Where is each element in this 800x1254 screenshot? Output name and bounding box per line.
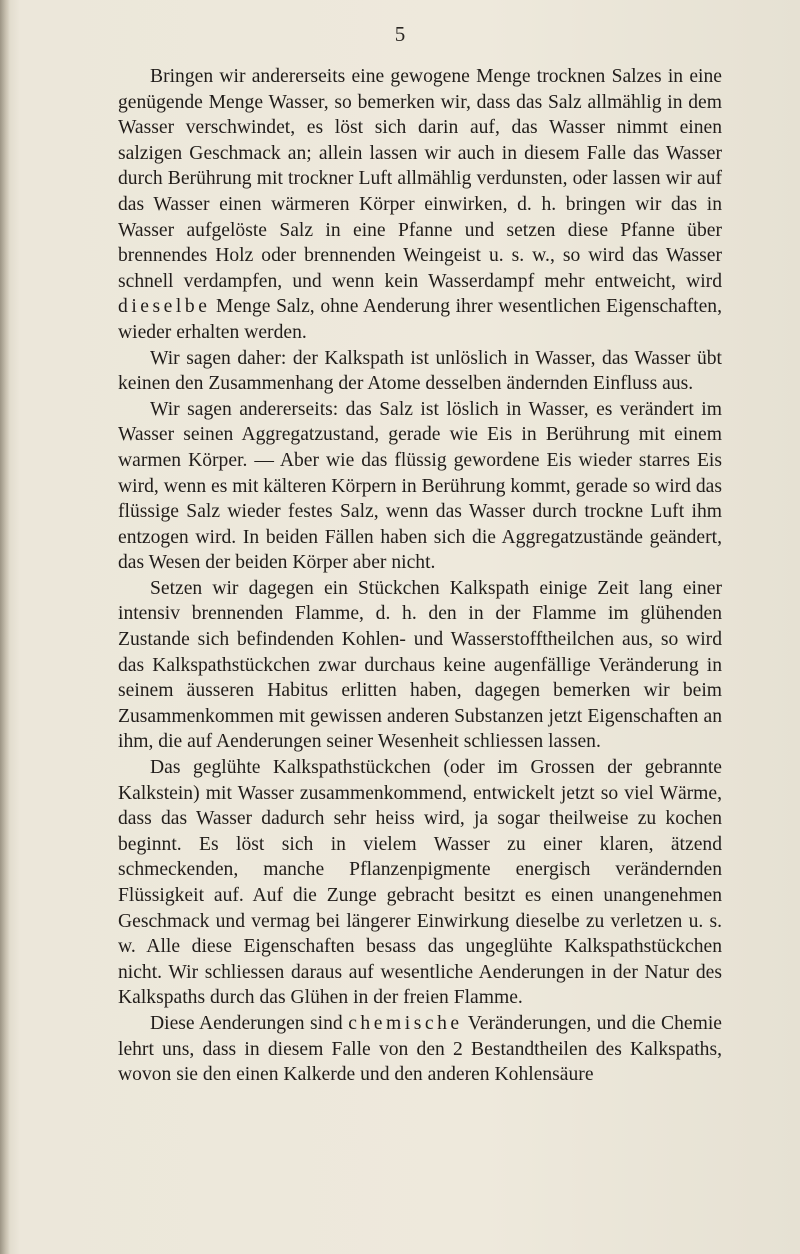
paragraph	[118, 576, 722, 755]
paragraph	[118, 64, 722, 346]
page-number: 5	[394, 22, 406, 46]
text-run: Setzen wir dagegen ein Stückchen Kalkspath einige Zeit lang einer intensiv brennenden Flamme, d. h. den in der Flamme im glühenden Zustande sich befindenden Kohlen- und Wasserstofftheilchen aus, so wird das Kalkspathstückchen zwar durchaus keine augenfällige Veränderung in seinem äusseren Habitus erlitten haben, dagegen bemerken wir beim Zusammenkommen mit gewissen anderen Substanzen jetzt Eigenschaften an ihm, die auf Aenderungen seiner Wesenheit schliessen lassen.	[118, 577, 722, 753]
text-run: Das geglühte Kalkspathstückchen (oder im Grossen der gebrannte Kalkstein) mit Wasser zusammenkommend, entwickelt jetzt so viel Wärme, dass das Wasser dadurch sehr heiss wird, ja sogar theilweise zu kochen beginnt. Es löst sich in vielem Wasser zu einer klaren, ätzend schmeckenden, manche Pflanzenpigmente energisch verändernden Flüssigkeit auf. Auf die Zunge gebracht besitzt es einen unangenehmen Geschmack und vermag bei längerer Einwirkung dieselbe zu verletzen u. s. w. Alle diese Eigenschaften besass das ungeglühte Kalkspathstückchen nicht. Wir schliessen daraus auf wesentliche Aenderungen in der Natur des Kalkspaths durch das Glühen in der freien Flamme.	[118, 757, 722, 1009]
text-run: Wir sagen daher: der Kalkspath ist unlöslich in Wasser, das Wasser übt keinen den Zusammenhang der Atome desselben ändernden Einfluss aus.	[118, 347, 722, 395]
emphasized-word: dieselbe	[118, 296, 211, 318]
text-run: Diese Aenderungen sind	[150, 1012, 349, 1034]
body-text	[118, 64, 722, 1088]
paragraph	[118, 755, 722, 1011]
emphasized-word: chemische	[348, 1012, 463, 1034]
paragraph	[118, 346, 722, 397]
paragraph	[118, 1011, 722, 1088]
paragraph	[118, 397, 722, 576]
text-run: Veränderungen, und die Chemie lehrt uns, dass in diesem Falle von den 2 Bestandtheilen des Kalkspaths, wovon sie den einen Kalkerde und den anderen Kohlensäure	[118, 1012, 723, 1086]
page-edge-shadow	[0, 0, 10, 1254]
text-run: Menge Salz, ohne Aenderung ihrer wesentlichen Eigenschaften, wieder erhalten werden.	[118, 296, 722, 343]
text-run: Wir sagen andererseits: das Salz ist löslich in Wasser, es verändert im Wasser seinen Aggregatzustand, gerade wie Eis in Berührung mit einem warmen Körper. — Aber wie das flüssig gewordene Eis wieder starres Eis wird, wenn es mit kälteren Körpern in Berührung kommt, gerade so wird das flüssige Salz wieder festes Salz, wenn das Wasser durch trockne Luft ihm entzogen wird. In beiden Fällen haben sich die Aggregatzustände geändert, das Wesen der beiden Körper aber nicht.	[118, 398, 722, 574]
text-run: Bringen wir andererseits eine gewogene Menge trocknen Salzes in eine genügende Menge Wasser, so bemerken wir, dass das Salz allmählig in dem Wasser verschwindet, es löst sich darin auf, das Wasser nimmt einen salzigen Geschmack an; allein lassen wir auch in diesem Falle das Wasser durch Berührung mit trockner Luft allmählig verdunsten, oder lassen wir auf das Wasser einen wärmeren Körper einwirken, d. h. bringen wir das in Wasser aufgelöste Salz in eine Pfanne und setzen diese Pfanne über brennendes Holz oder brennenden Weingeist u. s. w., so wird das Wasser schnell verdampfen, und wenn kein Wasserdampf mehr entweicht, wird	[118, 66, 722, 292]
